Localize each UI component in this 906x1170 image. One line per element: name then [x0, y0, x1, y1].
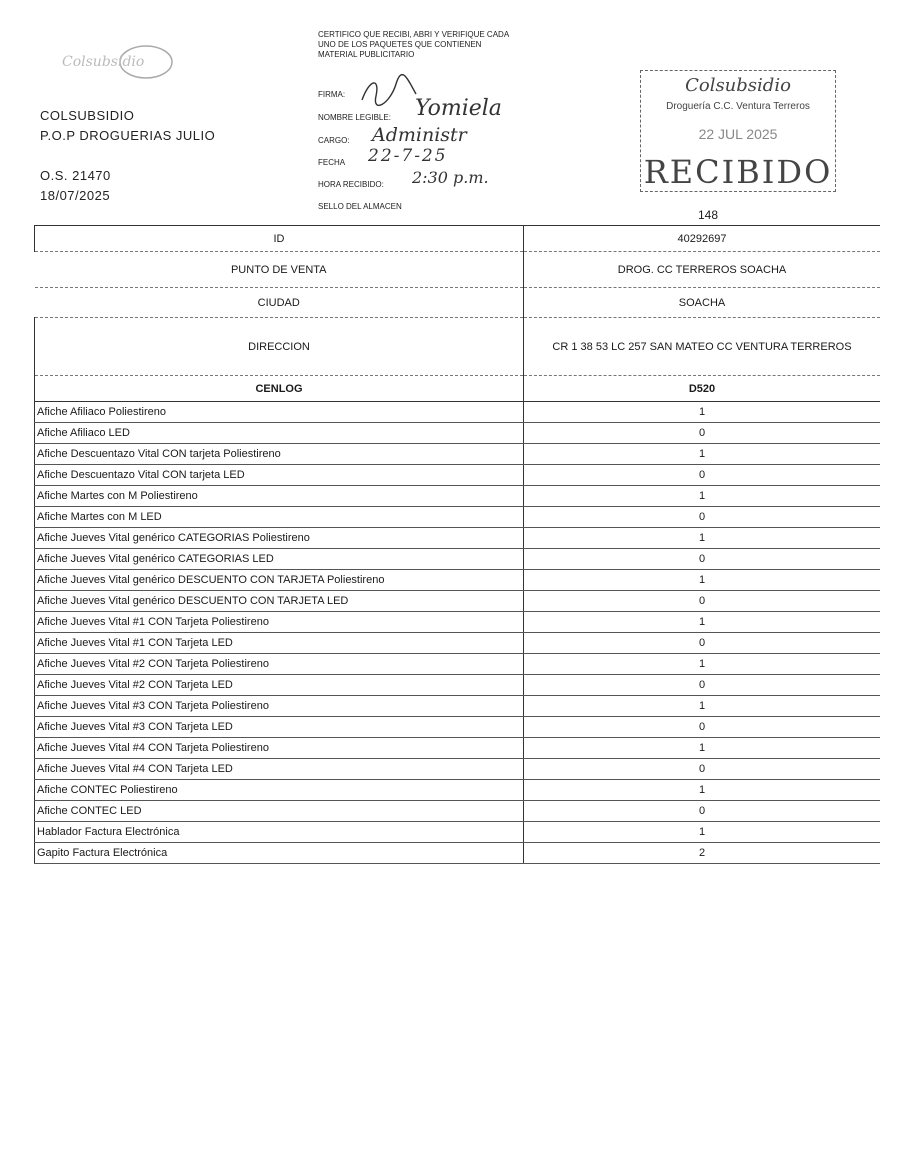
item-qty: 1: [524, 696, 881, 717]
delivery-table: [34, 225, 880, 864]
item-name: Afiche Jueves Vital genérico DESCUENTO CON TARJETA LED: [35, 591, 524, 612]
item-qty: 0: [524, 591, 881, 612]
item-row: [35, 654, 881, 675]
item-qty: 2: [524, 843, 881, 864]
item-name: Afiche Jueves Vital #3 CON Tarjeta LED: [35, 717, 524, 738]
id-label: ID: [35, 226, 524, 252]
certification-text: CERTIFICO QUE RECIBI, ABRI Y VERIFIQUE CADA UNO DE LOS PAQUETES QUE CONTIENEN MATERIAL PUBLICITARIO: [318, 30, 509, 59]
id-value: 40292697: [524, 226, 881, 252]
item-qty: 0: [524, 675, 881, 696]
document-date: 18/07/2025: [40, 188, 111, 203]
item-name: Afiche Descuentazo Vital CON tarjeta Poliestireno: [35, 444, 524, 465]
item-row: [35, 612, 881, 633]
item-qty: 1: [524, 528, 881, 549]
item-qty: 1: [524, 654, 881, 675]
received-stamp: [640, 70, 836, 192]
item-qty: 0: [524, 423, 881, 444]
item-name: Afiche Jueves Vital #1 CON Tarjeta LED: [35, 633, 524, 654]
cenlog-label: CENLOG: [35, 376, 524, 402]
stamp-date: 22 JUL 2025: [698, 126, 778, 142]
stamp-brand: Colsubsidio: [685, 75, 791, 96]
pv-row: [35, 252, 881, 288]
item-row: [35, 549, 881, 570]
page-number: 148: [698, 208, 719, 222]
item-row: [35, 717, 881, 738]
item-qty: 1: [524, 738, 881, 759]
item-qty: 0: [524, 801, 881, 822]
item-row: [35, 780, 881, 801]
pv-label: PUNTO DE VENTA: [35, 252, 524, 288]
nombre-value: Yomiela: [415, 96, 502, 121]
item-name: Gapito Factura Electrónica: [35, 843, 524, 864]
item-qty: 1: [524, 486, 881, 507]
stamp-status: RECIBIDO: [643, 153, 833, 191]
item-name: Afiche Jueves Vital #2 CON Tarjeta LED: [35, 675, 524, 696]
city-value: SOACHA: [524, 288, 881, 318]
item-name: Afiche Jueves Vital genérico DESCUENTO CON TARJETA Poliestireno: [35, 570, 524, 591]
item-name: Afiche Jueves Vital #1 CON Tarjeta Poliestireno: [35, 612, 524, 633]
pv-value: DROG. CC TERREROS SOACHA: [524, 252, 881, 288]
item-name: Afiche Afiliaco LED: [35, 423, 524, 444]
item-name: Afiche Descuentazo Vital CON tarjeta LED: [35, 465, 524, 486]
item-row: [35, 402, 881, 423]
item-name: Afiche Jueves Vital genérico CATEGORIAS Poliestireno: [35, 528, 524, 549]
company-logo: [58, 40, 178, 82]
item-name: Afiche CONTEC LED: [35, 801, 524, 822]
fecha-value: 22-7-25: [368, 146, 448, 166]
item-qty: 0: [524, 465, 881, 486]
nombre-label: NOMBRE LEGIBLE:: [318, 113, 391, 122]
item-row: [35, 423, 881, 444]
item-row: [35, 507, 881, 528]
item-qty: 1: [524, 402, 881, 423]
address-label: DIRECCION: [35, 318, 524, 376]
address-row: [35, 318, 881, 376]
item-qty: 0: [524, 507, 881, 528]
item-name: Afiche Jueves Vital #3 CON Tarjeta Poliestireno: [35, 696, 524, 717]
id-row: [35, 226, 881, 252]
item-qty: 1: [524, 444, 881, 465]
item-row: [35, 801, 881, 822]
item-row: [35, 822, 881, 843]
order-number: O.S. 21470: [40, 168, 111, 183]
cargo-value: Administr: [372, 124, 467, 146]
item-row: [35, 528, 881, 549]
hora-value: 2:30 p.m.: [412, 168, 489, 187]
item-name: Afiche Jueves Vital #4 CON Tarjeta Poliestireno: [35, 738, 524, 759]
cenlog-value: D520: [524, 376, 881, 402]
item-name: Afiche Jueves Vital #2 CON Tarjeta Poliestireno: [35, 654, 524, 675]
item-row: [35, 696, 881, 717]
address-value: CR 1 38 53 LC 257 SAN MATEO CC VENTURA TERREROS: [524, 318, 881, 376]
item-row: [35, 570, 881, 591]
item-row: [35, 738, 881, 759]
item-row: [35, 675, 881, 696]
item-name: Afiche Martes con M LED: [35, 507, 524, 528]
item-row: [35, 843, 881, 864]
city-row: [35, 288, 881, 318]
item-name: Afiche Jueves Vital #4 CON Tarjeta LED: [35, 759, 524, 780]
item-row: [35, 759, 881, 780]
city-label: CIUDAD: [35, 288, 524, 318]
item-name: Hablador Factura Electrónica: [35, 822, 524, 843]
item-qty: 0: [524, 633, 881, 654]
sello-label: SELLO DEL ALMACEN: [318, 202, 402, 211]
item-row: [35, 591, 881, 612]
item-qty: 1: [524, 780, 881, 801]
item-name: Afiche Afiliaco Poliestireno: [35, 402, 524, 423]
item-row: [35, 465, 881, 486]
firma-label: FIRMA:: [318, 90, 346, 99]
hora-label: HORA RECIBIDO:: [318, 180, 384, 189]
item-qty: 1: [524, 822, 881, 843]
item-qty: 1: [524, 612, 881, 633]
item-row: [35, 486, 881, 507]
item-qty: 0: [524, 549, 881, 570]
item-name: Afiche CONTEC Poliestireno: [35, 780, 524, 801]
item-row: [35, 444, 881, 465]
item-name: Afiche Jueves Vital genérico CATEGORIAS LED: [35, 549, 524, 570]
item-row: [35, 633, 881, 654]
item-qty: 0: [524, 717, 881, 738]
document-subtitle: P.O.P DROGUERIAS JULIO: [40, 128, 216, 143]
cenlog-row: [35, 376, 881, 402]
item-qty: 1: [524, 570, 881, 591]
cargo-label: CARGO:: [318, 136, 350, 145]
stamp-location: Droguería C.C. Ventura Terreros: [666, 101, 810, 112]
company-name: COLSUBSIDIO: [40, 108, 135, 123]
logo-text: Colsubsidio: [62, 54, 145, 70]
item-name: Afiche Martes con M Poliestireno: [35, 486, 524, 507]
item-qty: 0: [524, 759, 881, 780]
fecha-label: FECHA: [318, 158, 346, 167]
